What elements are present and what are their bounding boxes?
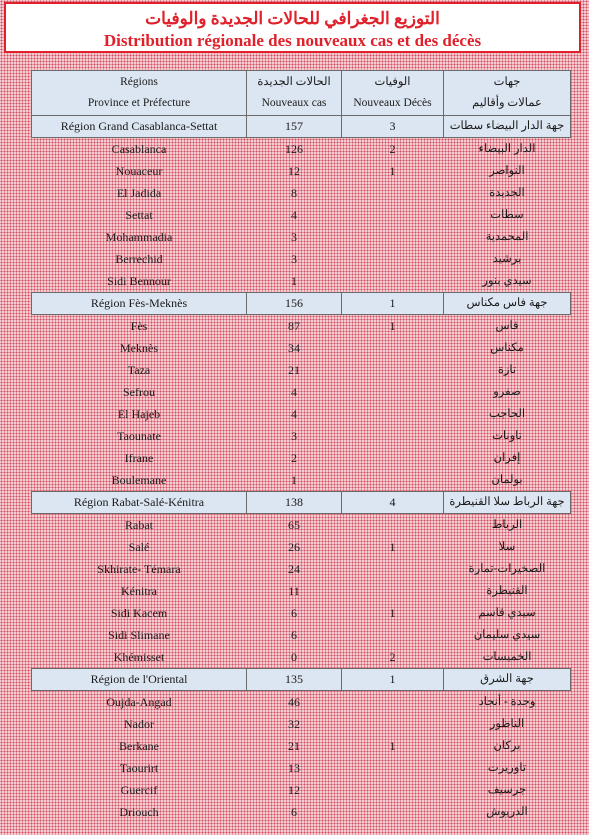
header-regions-ar	[444, 71, 571, 116]
province-name-ar: تاوريرت	[487, 762, 527, 774]
province-name-ar: بولمان	[491, 474, 523, 486]
province-name: Rabat	[125, 518, 153, 532]
province-new-deaths	[342, 381, 444, 403]
province-new-cases: 87	[288, 319, 300, 333]
province-name: Taounate	[117, 429, 161, 443]
province-new-deaths	[342, 270, 444, 293]
region-row	[32, 293, 571, 315]
province-row	[32, 447, 571, 469]
province-name-ar: الخميسات	[482, 651, 532, 663]
province-new-deaths	[342, 182, 444, 204]
province-new-cases: 21	[288, 739, 300, 753]
province-row	[32, 270, 571, 293]
province-name-ar: سيدي سليمان	[473, 629, 541, 641]
province-new-deaths	[342, 359, 444, 381]
region-name-ar: جهة الرباط سلا القنيطرة	[444, 492, 571, 514]
province-new-cases: 6	[291, 606, 297, 620]
province-row	[32, 646, 571, 669]
province-new-deaths: 2	[389, 142, 396, 156]
province-name: Berrechid	[115, 252, 163, 266]
province-name-ar: فاس	[495, 320, 519, 332]
table-header-row	[32, 71, 571, 116]
province-new-deaths: 2	[389, 650, 396, 664]
province-new-cases: 65	[288, 518, 300, 532]
province-new-deaths	[342, 624, 444, 646]
region-row	[32, 669, 571, 691]
province-new-cases: 2	[291, 451, 297, 465]
province-name: Taourirt	[119, 761, 159, 775]
region-name: Région de l'Oriental	[32, 669, 247, 691]
province-name-ar: الدريوش	[486, 806, 528, 818]
province-row	[32, 160, 571, 182]
region-new-cases: 135	[247, 669, 342, 691]
province-row	[32, 536, 571, 558]
province-row	[32, 757, 571, 779]
province-new-cases: 6	[291, 628, 297, 642]
province-new-deaths	[342, 691, 444, 714]
province-row	[32, 425, 571, 447]
region-new-deaths: 1	[342, 669, 444, 691]
province-row	[32, 602, 571, 624]
province-name-ar: سيدي بنور	[482, 275, 532, 287]
region-name: Région Rabat-Salé-Kénitra	[32, 492, 247, 514]
province-name-ar: الحاجب	[488, 408, 526, 420]
province-name-ar: تازة	[497, 364, 517, 376]
province-new-deaths	[342, 514, 444, 537]
province-row	[32, 735, 571, 757]
province-name: Guercif	[120, 783, 158, 797]
province-name: Khémisset	[113, 650, 165, 664]
province-name-ar: المحمدية	[485, 231, 529, 243]
province-row	[32, 381, 571, 403]
province-new-cases: 3	[291, 252, 297, 266]
header-regions-fr	[32, 71, 247, 116]
region-new-cases: 156	[247, 293, 342, 315]
province-row	[32, 226, 571, 248]
region-row	[32, 116, 571, 138]
province-name: El Jadida	[116, 186, 162, 200]
province-name-ar: الجديدة	[489, 187, 525, 199]
province-name-ar: بركان	[493, 740, 521, 752]
province-row	[32, 580, 571, 602]
region-new-deaths: 1	[342, 293, 444, 315]
header-regions-fr-line1: Régions	[120, 76, 158, 88]
region-name-ar: جهة الشرق	[444, 669, 571, 691]
province-name: Berkane	[119, 739, 159, 753]
province-name: Kénitra	[121, 584, 157, 598]
province-name-ar: صفرو	[493, 386, 521, 398]
province-new-deaths	[342, 580, 444, 602]
province-name-ar: النواصر	[489, 165, 525, 177]
province-new-cases: 21	[288, 363, 300, 377]
region-name: Région Fès-Meknès	[32, 293, 247, 315]
province-new-deaths	[342, 779, 444, 801]
province-new-cases: 12	[288, 164, 300, 178]
province-new-deaths	[342, 447, 444, 469]
header-regions-ar-line2: عمالات وأقاليم	[472, 97, 542, 109]
province-name-ar: سطات	[490, 209, 524, 221]
province-row	[32, 337, 571, 359]
province-row	[32, 403, 571, 425]
province-new-deaths: 1	[389, 319, 396, 333]
header-new-deaths	[342, 71, 444, 116]
header-new-cases-fr: Nouveaux cas	[261, 97, 327, 109]
province-new-cases: 13	[288, 761, 300, 775]
title-box	[4, 2, 581, 53]
province-row	[32, 514, 571, 537]
province-name: Sidi Bennour	[107, 274, 171, 288]
title-french: Distribution régionale des nouveaux cas et des décès	[103, 31, 482, 50]
province-name-ar: مكناس	[490, 342, 524, 354]
header-regions-ar-line1: جهات	[493, 76, 521, 88]
province-new-deaths	[342, 425, 444, 447]
province-name: Driouch	[119, 805, 159, 819]
province-name: Fès	[130, 319, 148, 333]
province-name: Mohammadia	[105, 230, 173, 244]
province-new-deaths	[342, 558, 444, 580]
province-name: Salé	[128, 540, 150, 554]
province-row	[32, 204, 571, 226]
province-row	[32, 624, 571, 646]
province-row	[32, 469, 571, 492]
province-row	[32, 182, 571, 204]
header-new-deaths-fr: Nouveaux Décès	[353, 97, 432, 109]
province-name-ar: إفران	[493, 452, 521, 464]
province-name: Meknès	[120, 341, 158, 355]
province-new-cases: 4	[291, 208, 297, 222]
province-row	[32, 248, 571, 270]
province-name-ar: تاونات	[492, 430, 522, 442]
province-name-ar: برشيد	[492, 253, 522, 265]
province-row	[32, 801, 571, 823]
province-new-deaths	[342, 403, 444, 425]
province-new-deaths	[342, 469, 444, 492]
province-row	[32, 138, 571, 161]
province-row	[32, 359, 571, 381]
province-name: Casablanca	[111, 142, 167, 156]
province-new-deaths	[342, 204, 444, 226]
distribution-table	[31, 70, 571, 823]
province-name: Settat	[125, 208, 153, 222]
province-row	[32, 558, 571, 580]
province-name-ar: الصخيرات-تمارة	[468, 563, 546, 575]
province-new-deaths	[342, 337, 444, 359]
header-new-cases	[247, 71, 342, 116]
header-new-cases-ar: الحالات الجديدة	[257, 76, 331, 88]
province-new-deaths: 1	[389, 164, 396, 178]
province-name-ar: سيدي قاسم	[478, 607, 536, 619]
province-new-cases: 8	[291, 186, 297, 200]
province-new-cases: 126	[285, 142, 303, 156]
province-new-deaths	[342, 757, 444, 779]
province-new-cases: 46	[288, 695, 300, 709]
province-name: Ifrane	[124, 451, 154, 465]
province-new-cases: 32	[288, 717, 300, 731]
province-new-cases: 34	[288, 341, 300, 355]
province-row	[32, 779, 571, 801]
province-new-cases: 1	[291, 274, 297, 288]
province-new-deaths: 1	[389, 606, 396, 620]
province-new-cases: 26	[288, 540, 300, 554]
province-name: Nouaceur	[115, 164, 163, 178]
province-name-ar: وجدة - أنجاد	[478, 696, 536, 708]
province-name: Boulemane	[111, 473, 167, 487]
province-new-cases: 4	[291, 385, 297, 399]
province-name: Skhirate- Témara	[97, 562, 181, 576]
province-row	[32, 691, 571, 714]
province-new-deaths	[342, 713, 444, 735]
province-name-ar: الناظور	[489, 718, 525, 730]
region-new-deaths: 4	[342, 492, 444, 514]
province-new-cases: 1	[291, 473, 297, 487]
title-arabic: التوزيع الجغرافي للحالات الجديدة والوفيات	[145, 9, 440, 28]
province-new-cases: 24	[288, 562, 300, 576]
province-new-deaths	[342, 226, 444, 248]
province-new-cases: 11	[288, 584, 300, 598]
province-new-cases: 0	[291, 650, 297, 664]
province-row	[32, 315, 571, 338]
province-name: Sidi Slimane	[108, 628, 170, 642]
province-name: Oujda-Angad	[106, 695, 172, 709]
province-new-cases: 3	[291, 429, 297, 443]
province-name: Sefrou	[123, 385, 155, 399]
province-name-ar: القنيطرة	[486, 585, 528, 597]
region-new-cases: 157	[247, 116, 342, 138]
region-name-ar: جهة الدار البيضاء سطات	[444, 116, 571, 138]
table-body	[32, 116, 571, 824]
province-new-cases: 12	[288, 783, 300, 797]
region-new-deaths: 3	[342, 116, 444, 138]
region-new-cases: 138	[247, 492, 342, 514]
province-name-ar: الدار البيضاء	[478, 143, 536, 155]
region-name: Région Grand Casablanca-Settat	[32, 116, 247, 138]
province-name: Sidi Kacem	[110, 606, 168, 620]
province-row	[32, 713, 571, 735]
province-new-cases: 4	[291, 407, 297, 421]
province-new-deaths: 1	[389, 739, 396, 753]
province-new-deaths	[342, 801, 444, 823]
province-name: Taza	[127, 363, 151, 377]
province-new-cases: 3	[291, 230, 297, 244]
province-name-ar: سلا	[498, 541, 516, 553]
province-name: El Hajeb	[117, 407, 161, 421]
province-new-cases: 6	[291, 805, 297, 819]
region-row	[32, 492, 571, 514]
province-new-deaths: 1	[389, 540, 396, 554]
header-regions-fr-line2: Province et Préfecture	[87, 97, 191, 109]
province-new-deaths	[342, 248, 444, 270]
province-name-ar: جرسيف	[487, 784, 527, 796]
province-name: Nador	[124, 717, 154, 731]
region-name-ar: جهة فاس مكناس	[444, 293, 571, 315]
header-new-deaths-ar: الوفيات	[374, 76, 411, 88]
province-name-ar: الرباط	[491, 519, 523, 531]
